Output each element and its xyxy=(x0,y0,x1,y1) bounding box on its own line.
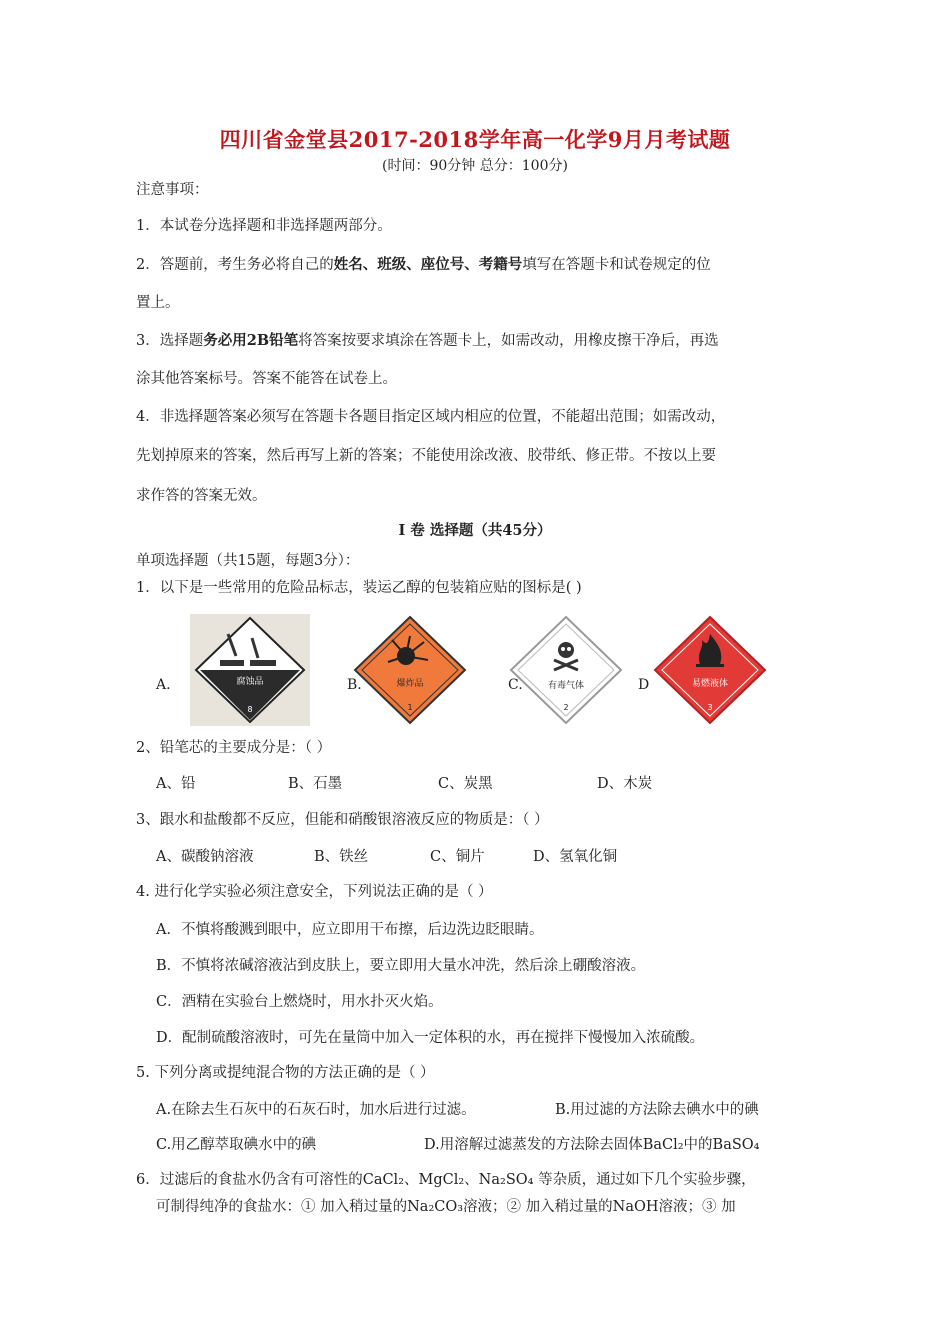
note-1: 1．本试卷分选择题和非选择题两部分。 xyxy=(136,218,392,234)
q2-option-d: D、木炭 xyxy=(597,776,653,792)
q5-option-b: B.用过滤的方法除去碘水中的碘 xyxy=(555,1102,759,1118)
q1-stem: 1．以下是一些常用的危险品标志，装运乙醇的包装箱应贴的图标是( ) xyxy=(136,580,582,596)
note-4: 4．非选择题答案必须写在答题卡各题目指定区域内相应的位置，不能超出范围；如需改动， xyxy=(136,409,726,425)
flammable-liquid-sign-icon xyxy=(652,614,768,726)
corrosive-sign-number: 8 xyxy=(247,705,253,714)
corrosive-sign-text: 腐蚀品 xyxy=(236,677,264,687)
toxic-gas-sign-icon xyxy=(508,614,624,726)
q5-option-c: C.用乙醇萃取碘水中的碘 xyxy=(156,1137,317,1153)
q4-stem: 4. 进行化学实验必须注意安全，下列说法正确的是（ ） xyxy=(136,884,493,900)
q3-option-c: C、铜片 xyxy=(430,849,485,865)
q1-label-d: D xyxy=(638,677,650,693)
q2-option-a: A、铅 xyxy=(156,776,196,792)
q5-option-a: A.在除去生石灰中的石灰石时，加水后进行过滤。 xyxy=(156,1102,476,1118)
explosive-sign-number: 1 xyxy=(407,703,413,712)
note-3-bold: 务必用2B铅笔 xyxy=(203,332,299,349)
corrosive-sign-icon xyxy=(190,614,310,726)
q4-option-c: C．酒精在实验台上燃烧时，用水扑灭火焰。 xyxy=(156,994,443,1010)
q2-option-b: B、石墨 xyxy=(288,776,343,792)
explosive-sign-icon xyxy=(352,614,468,726)
q3-option-b: B、铁丝 xyxy=(314,849,369,865)
section-heading: Ⅰ 卷 选择题（共45分） xyxy=(398,522,552,539)
q2-option-c: C、炭黑 xyxy=(438,776,493,792)
note-4-cont-1: 先划掉原来的答案，然后再写上新的答案；不能使用涂改液、胶带纸、修正带。不按以上要 xyxy=(136,448,716,464)
flammable-sign-text: 易燃液体 xyxy=(691,679,729,689)
note-2 xyxy=(136,253,711,274)
note-4-cont-2: 求作答的答案无效。 xyxy=(136,488,267,504)
section-note: 单项选择题（共15题，每题3分）： xyxy=(136,553,360,569)
q4-option-d: D．配制硫酸溶液时，可先在量筒中加入一定体积的水，再在搅拌下慢慢加入浓硫酸。 xyxy=(156,1030,705,1046)
q1-label-a: A. xyxy=(156,677,171,693)
q2-stem: 2、铅笔芯的主要成分是：（ ） xyxy=(136,740,332,756)
notes-heading: 注意事项： xyxy=(136,182,209,198)
note-3-cont: 涂其他答案标号。答案不能答在试卷上。 xyxy=(136,371,397,387)
q1-label-c: C. xyxy=(508,677,523,693)
q1-label-b: B. xyxy=(347,677,362,693)
note-3 xyxy=(136,329,719,350)
q5-stem: 5. 下列分离或提纯混合物的方法正确的是（ ） xyxy=(136,1065,435,1081)
q3-stem: 3、跟水和盐酸都不反应，但能和硝酸银溶液反应的物质是：（ ） xyxy=(136,812,549,828)
flammable-sign-number: 3 xyxy=(707,703,713,712)
q3-option-d: D、氢氧化铜 xyxy=(533,849,618,865)
q4-option-a: A．不慎将酸溅到眼中，应立即用干布擦，后边洗边眨眼睛。 xyxy=(156,922,544,938)
note-2-part-a: 2．答题前，考生务必将自己的 xyxy=(136,257,334,273)
toxic-gas-sign-text: 有毒气体 xyxy=(547,681,585,691)
exam-info: (时间：90分钟 总分：100分) xyxy=(382,158,568,174)
note-3-part-a: 3．选择题 xyxy=(136,333,204,349)
note-2-part-c: 填写在答题卡和试卷规定的位 xyxy=(522,257,711,273)
q5-option-d: D.用溶解过滤蒸发的方法除去固体BaCl₂中的BaSO₄ xyxy=(424,1137,760,1153)
q6-stem-line-1: 6．过滤后的食盐水仍含有可溶性的CaCl₂、MgCl₂、Na₂SO₄ 等杂质，通过如下几个实验步骤， xyxy=(136,1172,756,1188)
toxic-gas-sign-number: 2 xyxy=(563,703,569,712)
note-3-part-c: 将答案按要求填涂在答题卡上，如需改动，用橡皮擦干净后，再选 xyxy=(298,333,719,349)
note-2-bold: 姓名、班级、座位号、考籍号 xyxy=(333,256,523,273)
explosive-sign-text: 爆炸品 xyxy=(396,679,424,689)
q6-stem-line-2: 可制得纯净的食盐水：① 加入稍过量的Na₂CO₃溶液；② 加入稍过量的NaOH溶液；③ 加 xyxy=(156,1199,736,1215)
note-2-cont: 置上。 xyxy=(136,295,180,311)
q3-option-a: A、碳酸钠溶液 xyxy=(156,849,254,865)
q4-option-b: B．不慎将浓碱溶液沾到皮肤上，要立即用大量水冲洗，然后涂上硼酸溶液。 xyxy=(156,958,646,974)
page-title: 四川省金堂县2017-2018学年高一化学9月月考试题 xyxy=(219,127,731,152)
